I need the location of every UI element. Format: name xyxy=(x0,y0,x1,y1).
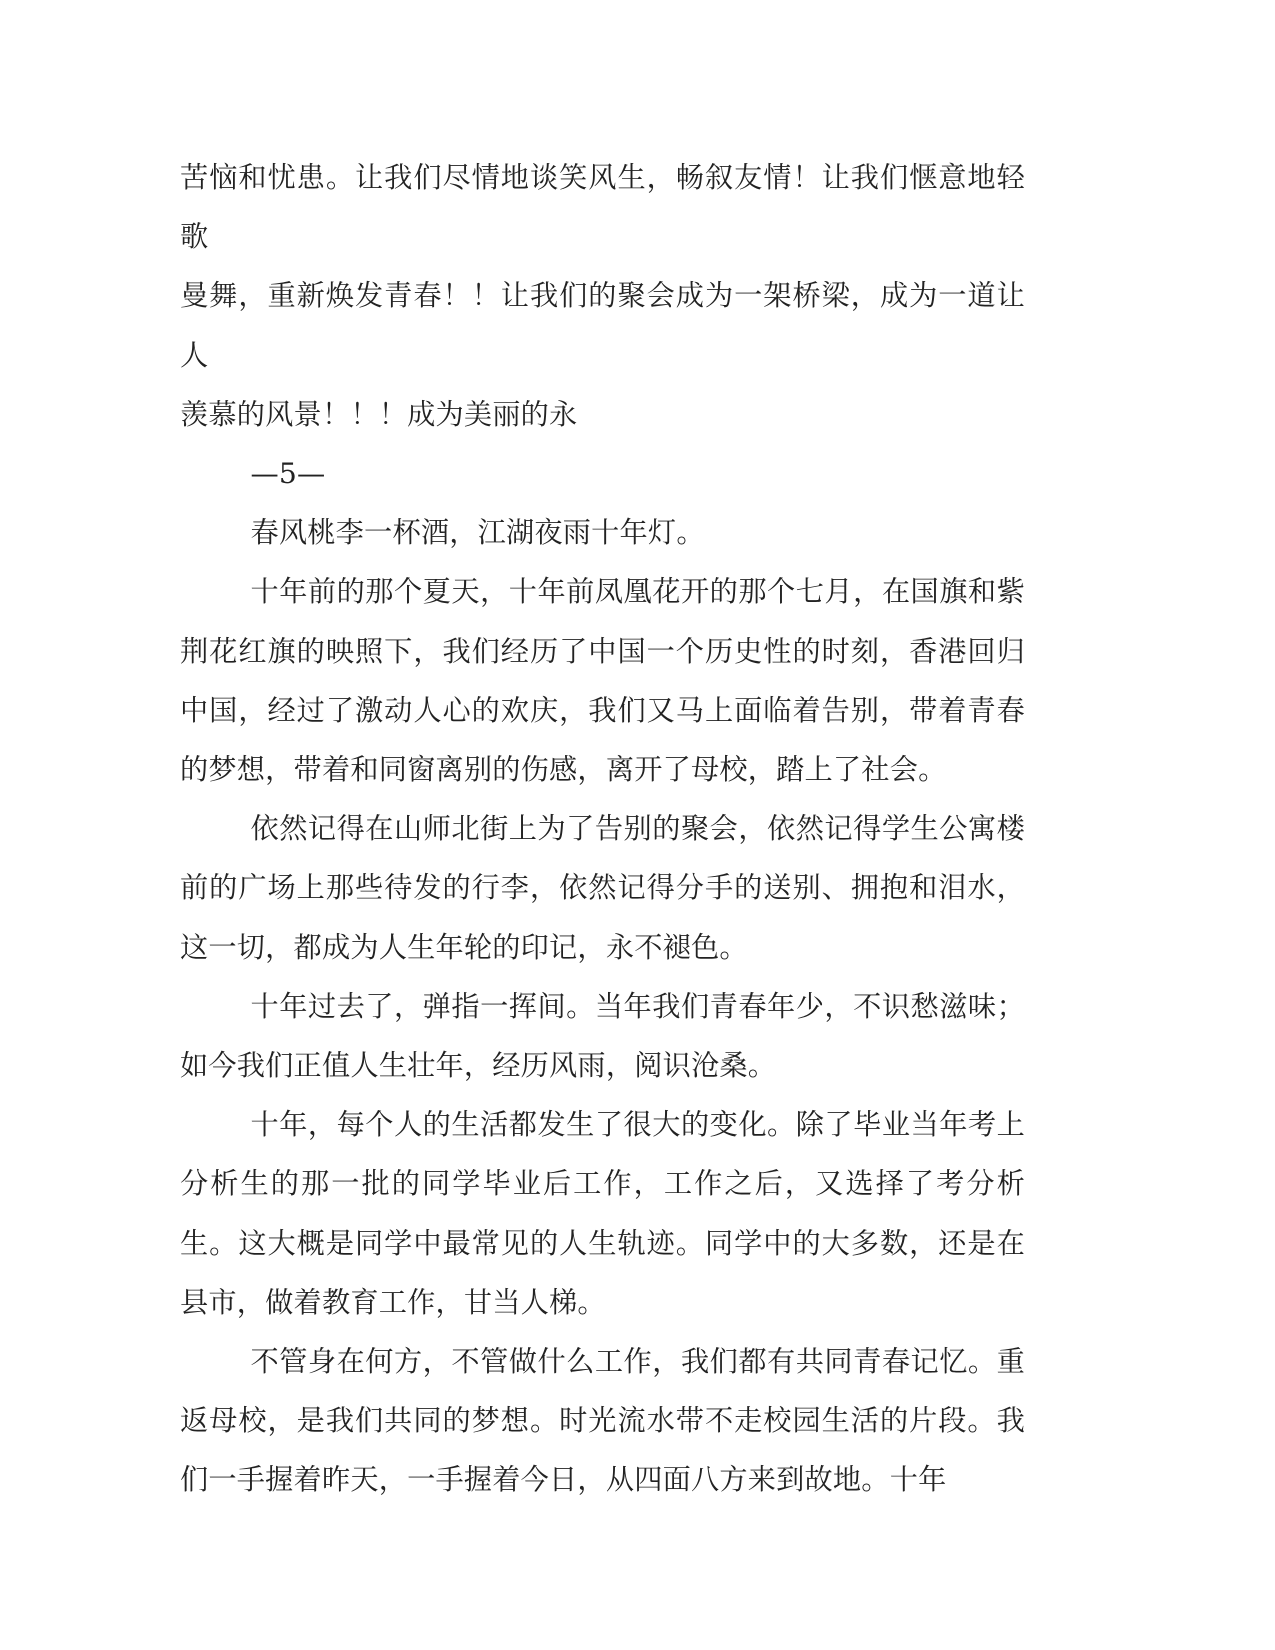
document-body xyxy=(180,148,1025,1510)
paragraph-4: 十年过去了，弹指一挥间。当年我们青春年少，不识愁滋味；如今我们正值人生壮年，经历风雨，阅识沧桑。 xyxy=(180,989,1025,1083)
paragraph-1: 春风桃李一杯酒，江湖夜雨十年灯。 xyxy=(250,516,705,550)
paragraph-line: 苦恼和忧患。让我们尽情地谈笑风生，畅叙友情！让我们惬意地轻歌 xyxy=(180,161,1025,254)
paragraph-5: 十年，每个人的生活都发生了很大的变化。除了毕业当年考上分析生的那一批的同学毕业后工作，工作之后，又选择了考分析生。这大概是同学中最常见的人生轨迹。同学中的大多数，还是在县市，做着教育工作，甘当人梯。 xyxy=(180,1108,1025,1319)
paragraph-6: 不管身在何方，不管做什么工作，我们都有共同青春记忆。重返母校，是我们共同的梦想。时光流水带不走校园生活的片段。我们一手握着昨天，一手握着今日，从四面八方来到故地。十年 xyxy=(180,1345,1025,1497)
paragraph-line: 羡慕的风景！！！成为美丽的永 xyxy=(180,397,578,431)
page-number-marker: —5— xyxy=(250,457,326,491)
paragraph-2: 十年前的那个夏天，十年前凤凰花开的那个七月，在国旗和紫荆花红旗的映照下，我们经历了中国一个历史性的时刻，香港回归中国，经过了激动人心的欢庆，我们又马上面临着告别，带着青春的梦想，带着和同窗离别的伤感，离开了母校，踏上了社会。 xyxy=(180,575,1025,787)
paragraph-3: 依然记得在山师北街上为了告别的聚会，依然记得学生公寓楼前的广场上那些待发的行李，依然记得分手的送别、拥抱和泪水，这一切，都成为人生年轮的印记，永不褪色。 xyxy=(180,812,1025,964)
continued-paragraph xyxy=(180,148,1025,444)
paragraph-line: 曼舞，重新焕发青春！！让我们的聚会成为一架桥梁，成为一道让人 xyxy=(180,279,1025,372)
